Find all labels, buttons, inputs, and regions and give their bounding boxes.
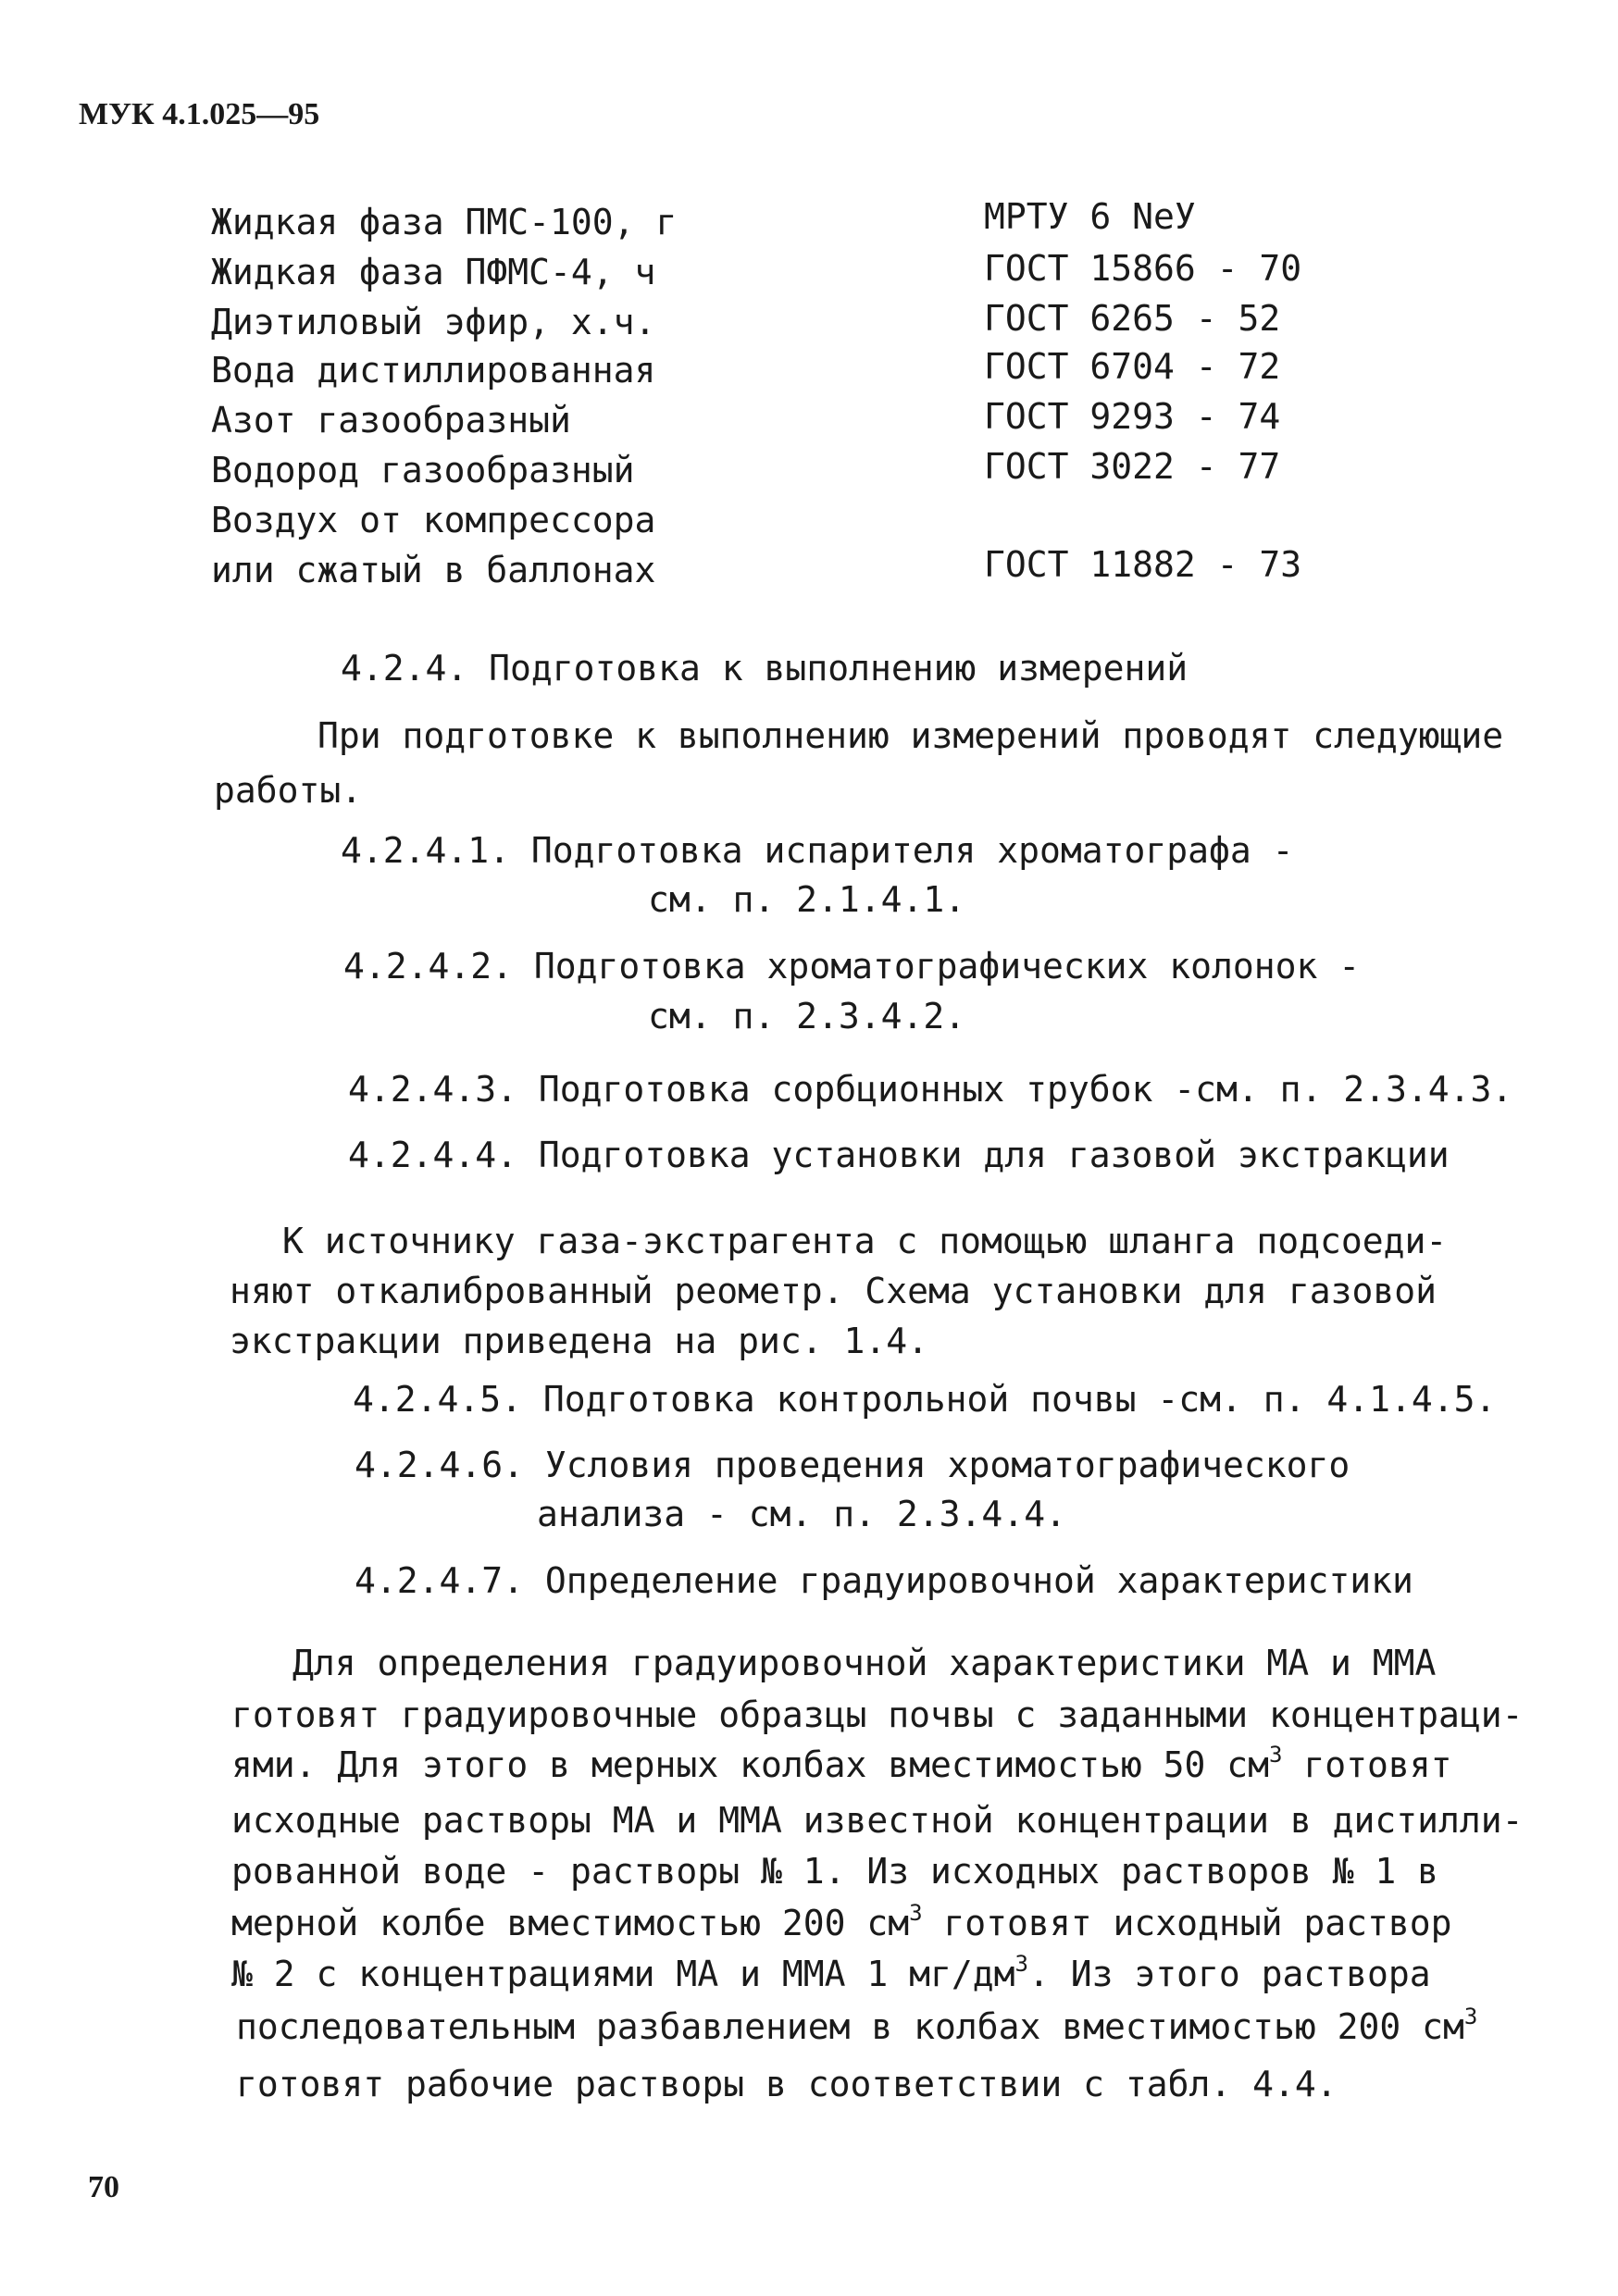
text-segment: № 2 с концентрациями МА и ММА 1 мг/дм	[231, 1954, 1015, 1994]
paragraph-line	[231, 1951, 1431, 1994]
text-segment: последовательным разбавлением в колбах вместимостью 200 см	[236, 2006, 1464, 2047]
material-name: Жидкая фаза ПФМС-4, ч	[211, 252, 656, 292]
superscript-3: 3	[1463, 2004, 1478, 2029]
material-name: Жидкая фаза ПМС-100, г	[211, 202, 678, 242]
section-heading: 4.2.4. Подготовка к выполнению измерений	[341, 648, 1189, 689]
paragraph-line: готовят градуировочные образцы почвы с заданными концентраци-	[231, 1694, 1524, 1735]
subsection-item: 4.2.4.6. Условия проведения хроматографического	[355, 1445, 1350, 1485]
material-name: Воздух от компрессора	[211, 500, 656, 540]
material-name: Вода дистиллированная	[211, 350, 656, 391]
paragraph-line: рованной воде - растворы № 1. Из исходных растворов № 1 в	[231, 1851, 1439, 1892]
subsection-item: 4.2.4.3. Подготовка сорбционных трубок -см. п. 2.3.4.3.	[348, 1069, 1513, 1110]
subsection-item: 4.2.4.1. Подготовка испарителя хроматографа -	[341, 830, 1294, 871]
paragraph-line	[231, 1744, 1452, 1785]
paragraph-line: исходные растворы МА и ММА известной концентрации в дистилли-	[231, 1800, 1524, 1841]
subsection-ref: анализа - см. п. 2.3.4.4.	[537, 1494, 1066, 1534]
subsection-item: 4.2.4.5. Подготовка контрольной почвы -см. п. 4.1.4.5.	[353, 1379, 1497, 1420]
paragraph-line: экстракции приведена на рис. 1.4.	[230, 1321, 928, 1361]
superscript-3: 3	[909, 1900, 923, 1926]
document-code-header: МУК 4.1.025—95	[79, 97, 320, 131]
material-name: Диэтиловый эфир, х.ч.	[211, 302, 656, 342]
material-standard: ГОСТ 11882 - 73	[984, 544, 1302, 585]
paragraph-line: работы.	[214, 770, 363, 811]
material-standard: ГОСТ 6704 - 72	[984, 346, 1281, 387]
material-name: Водород газообразный	[211, 450, 635, 490]
text-segment: готовят	[1282, 1744, 1452, 1785]
paragraph-line: готовят рабочие растворы в соответствии с табл. 4.4.	[236, 2064, 1338, 2104]
superscript-3: 3	[1269, 1742, 1283, 1768]
material-standard: ГОСТ 6265 - 52	[984, 298, 1281, 339]
material-standard: ГОСТ 9293 - 74	[984, 396, 1281, 437]
superscript-3: 3	[1014, 1951, 1028, 1977]
text-segment: . Из этого раствора	[1027, 1954, 1431, 1994]
paragraph-line: няют откалиброванный реометр. Схема установки для газовой	[230, 1271, 1438, 1311]
material-standard: ГОСТ 3022 - 77	[984, 446, 1281, 487]
material-standard: МРТУ 6 NеУ	[984, 196, 1196, 237]
paragraph-line	[231, 1900, 1452, 1943]
material-name: или сжатый в баллонах	[211, 550, 656, 590]
subsection-ref: см. п. 2.1.4.1.	[648, 879, 966, 920]
paragraph-line: Для определения градуировочной характеристики МА и ММА	[292, 1643, 1437, 1683]
text-segment: готовят исходный раствор	[922, 1903, 1452, 1943]
material-standard: ГОСТ 15866 - 70	[984, 248, 1302, 289]
text-segment: ями. Для этого в мерных колбах вместимостью 50 см	[231, 1744, 1270, 1785]
paragraph-line	[236, 2006, 1477, 2047]
paragraph-line: При подготовке к выполнению измерений проводят следующие	[317, 715, 1504, 756]
subsection-ref: см. п. 2.3.4.2.	[648, 996, 966, 1036]
subsection-item: 4.2.4.2. Подготовка хроматографических колонок -	[343, 946, 1361, 987]
text-segment: мерной колбе вместимостью 200 см	[231, 1903, 910, 1943]
paragraph-line: К источнику газа-экстрагента с помощью шланга подсоеди-	[282, 1221, 1448, 1261]
subsection-item: 4.2.4.4. Подготовка установки для газовой экстракции	[348, 1135, 1450, 1175]
material-name: Азот газообразный	[211, 400, 571, 441]
page-number: 70	[88, 2170, 119, 2204]
subsection-item: 4.2.4.7. Определение градуировочной характеристики	[355, 1560, 1413, 1601]
